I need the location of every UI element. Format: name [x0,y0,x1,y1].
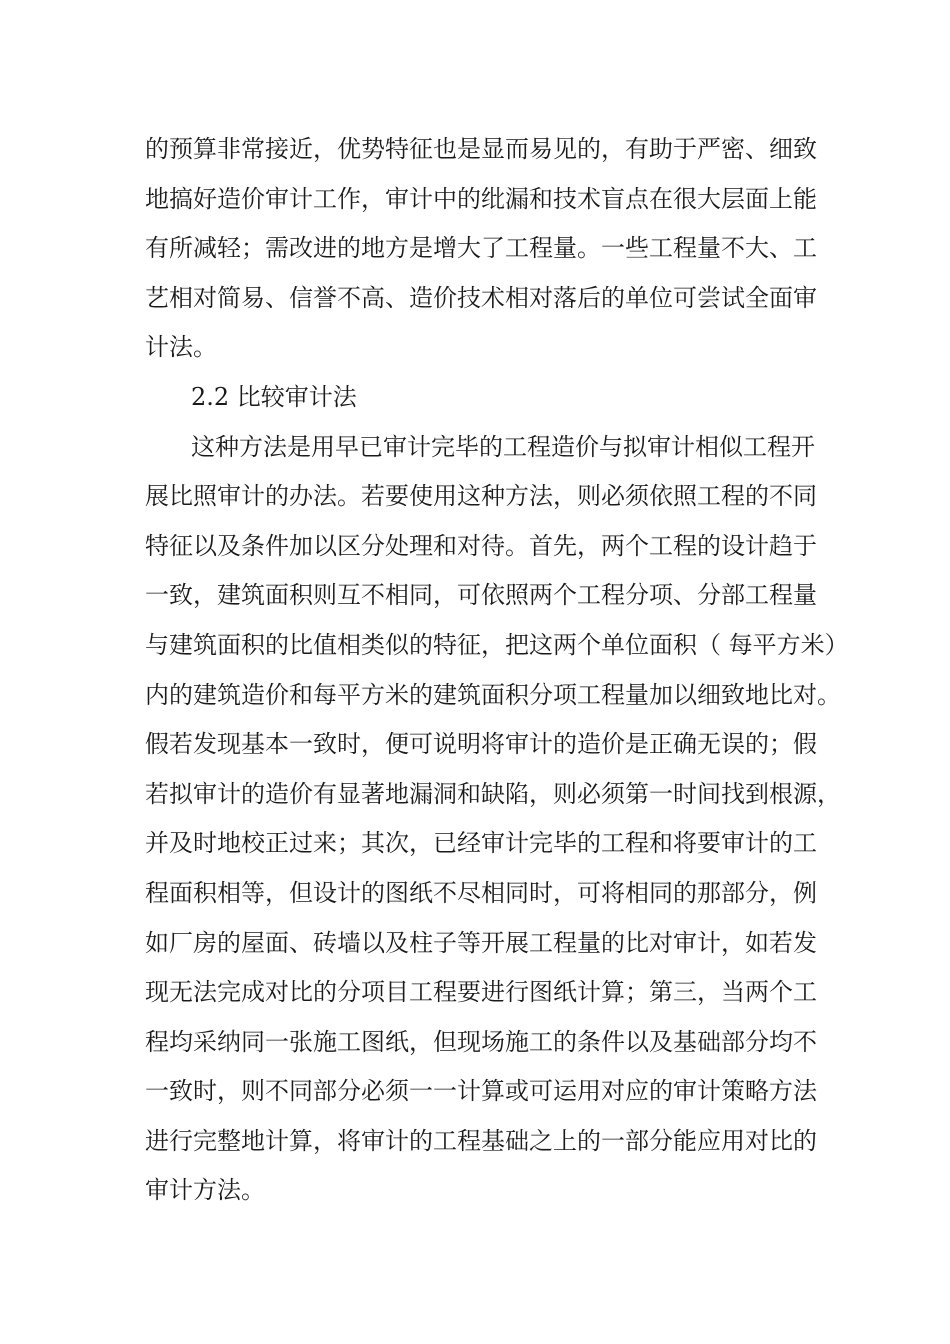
text-line: 现无法完成对比的分项目工程要进行图纸计算；第三，当两个工 [145,978,817,1007]
text-line: 内的建筑造价和每平方米的建筑面积分项工程量加以细致地比对。 [145,680,841,709]
text-line: 并及时地校正过来；其次，已经审计完毕的工程和将要审计的工 [145,829,817,858]
text-line: 的预算非常接近，优势特征也是显而易见的，有助于严密、细致 [145,135,817,163]
text-line: 进行完整地计算，将审计的工程基础之上的一部分能应用对比的 [145,1126,817,1155]
text-line: 地搞好造价审计工作，审计中的纰漏和技术盲点在很大层面上能 [145,184,817,213]
text-line: 艺相对简易、信誉不高、造价技术相对落后的单位可尝试全面审 [145,283,817,312]
section-heading: 2.2 比较审计法 [191,382,357,411]
text-line: 一致时，则不同部分必须一一计算或可运用对应的审计策略方法 [145,1077,817,1106]
text-line: 审计方法。 [145,1176,265,1205]
text-line: 与建筑面积的比值相类似的特征，把这两个单位面积（ 每平方米） [145,630,849,659]
text-line: 程均采纳同一张施工图纸，但现场施工的条件以及基础部分均不 [145,1027,817,1056]
text-line: 展比照审计的办法。若要使用这种方法，则必须依照工程的不同 [145,482,817,511]
text-line: 计法。 [145,333,217,362]
text-line: 如厂房的屋面、砖墙以及柱子等开展工程量的比对审计，如若发 [145,928,817,957]
body-text [145,125,849,1216]
text-line: 若拟审计的造价有显著地漏洞和缺陷，则必须第一时间找到根源， [145,779,841,808]
text-line: 程面积相等，但设计的图纸不尽相同时，可将相同的那部分，例 [145,878,817,907]
text-line: 特征以及条件加以区分处理和对待。首先，两个工程的设计趋于 [145,531,817,560]
text-line: 假若发现基本一致时，便可说明将审计的造价是正确无误的；假 [145,730,817,759]
text-line: 这种方法是用早已审计完毕的工程造价与拟审计相似工程开 [191,432,815,461]
text-line: 一致，建筑面积则互不相同，可依照两个工程分项、分部工程量 [145,581,817,610]
text-line: 有所减轻；需改进的地方是增大了工程量。一些工程量不大、工 [145,234,817,263]
